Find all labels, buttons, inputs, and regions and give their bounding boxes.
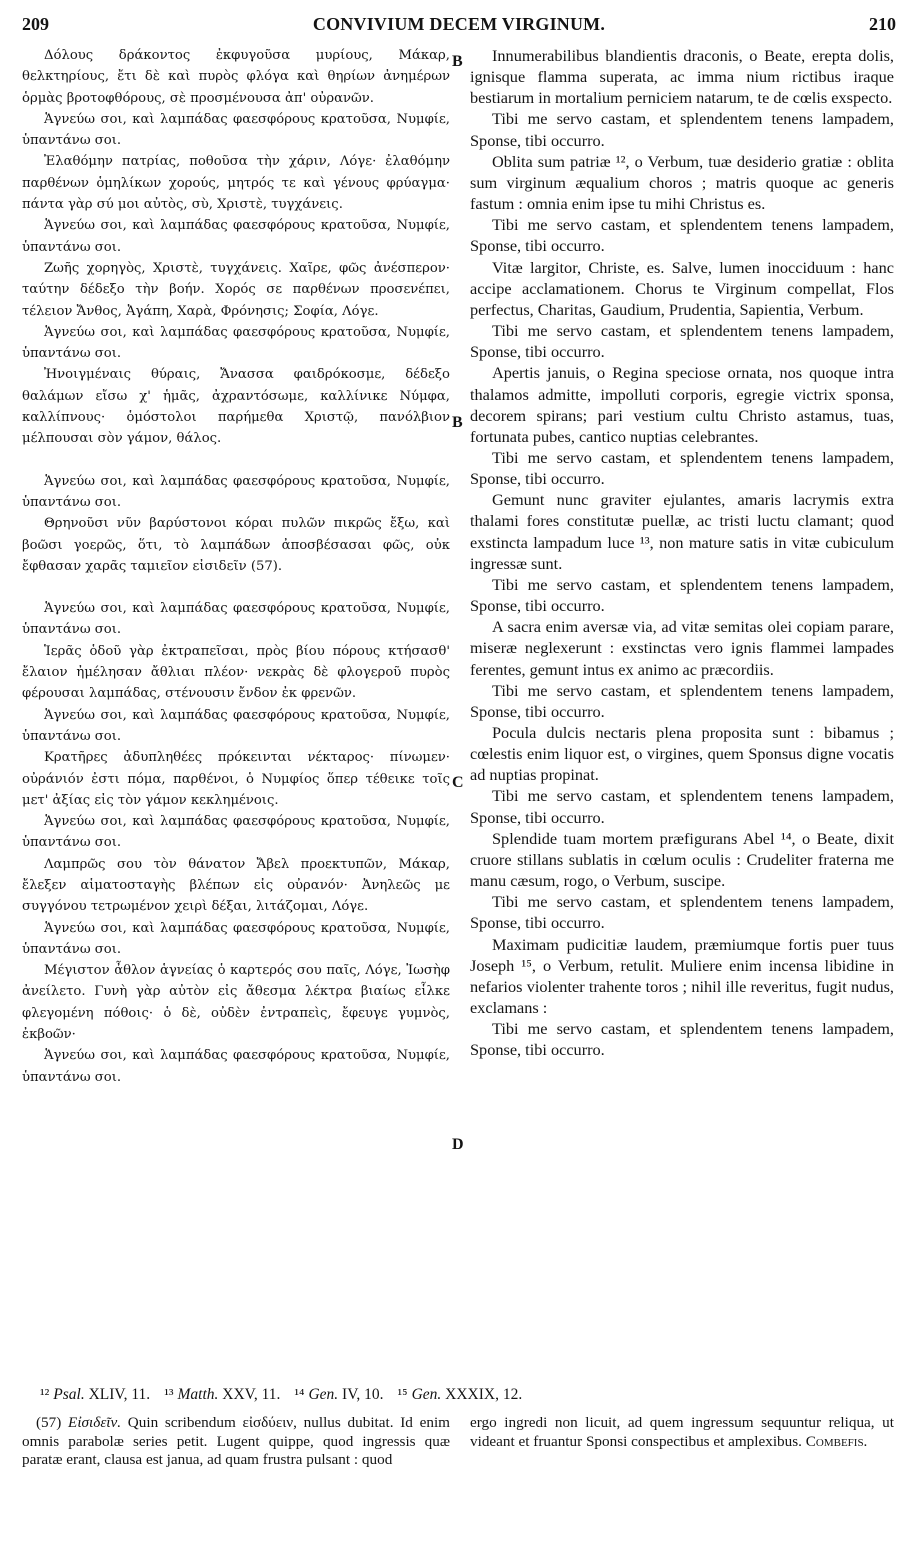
latin-paragraph: Tibi me servo castam, et splendentem tenens lampadem, Sponse, tibi occurro. [470,892,894,933]
spacer [22,450,450,471]
greek-paragraph: Ἁγνεύω σοι, καὶ λαμπάδας φαεσφόρους κρατοῦσα, Νυμφίε, ὑπαντάνω σοι. [22,601,450,638]
greek-paragraph: Ἁγνεύω σοι, καὶ λαμπάδας φαεσφόρους κρατοῦσα, Νυμφίε, ὑπαντάνω σοι. [22,218,450,255]
latin-paragraph: Oblita sum patriæ ¹², o Verbum, tuæ desiderio gratiæ : oblita sum virginum æqualium choros ; matris quoque ac generis fastum : omnia enim ipse tu mihi Christus es. [470,151,894,214]
latin-paragraph: Splendide tuam mortem præfigurans Abel ¹⁴, o Beate, dixit cruore stillans sublatis in cœlum oculis : Crudeliter fraterna me manu cæsum, rogo, o Verbum, suscipe. [470,828,894,891]
latin-column [470,45,894,1061]
footnote-ref: ¹³ Matth. XXV, 11. [164,1386,281,1403]
latin-paragraph: Tibi me servo castam, et splendentem tenens lampadem, Sponse, tibi occurro. [470,447,894,489]
footnote-57-right: ergo ingredi non licuit, ad quem ingressum sequuntur reliqua, ut videant et fruantur Sponsi conspectibus et amplexibus. Combefis. [470,1414,894,1450]
latin-paragraph: Maximam pudicitiæ laudem, præmiumque fortis puer tuus Joseph ¹⁵, o Verbum, retulit. Muliere enim incensa libidine in nefarios violenter trahente toros ; nihil ille reveritus, fugit nudus, exclamans : [470,934,894,1018]
latin-paragraph: Gemunt nunc graviter ejulantes, amaris lacrymis extra thalami fores constitutæ puellæ, ac tristi luctu clamant; quod exstincta lampadum luce ¹³, non mature satis in vitæ cubiculum ingressæ sunt. [470,490,894,573]
greek-paragraph: Ἁγνεύω σοι, καὶ λαμπάδας φαεσφόρους κρατοῦσα, Νυμφίε, ὑπαντάνω σοι. [22,920,450,957]
latin-paragraph: Innumerabilibus blandientis draconis, o Beate, erepta dolis, ignisque flamma superata, ac imma nium rictibus iraque bestiarum in mortalium perniciem natarum, te de cœlis exspecto. [470,46,894,108]
latin-paragraph: Tibi me servo castam, et splendentem tenens lampadem, Sponse, tibi occurro. [470,786,894,827]
greek-paragraph: Ἱερᾶς ὁδοῦ γὰρ ἐκτραπεῖσαι, πρὸς βίου πόρους κτήσασθ' ἔλαιον ἠμέλησαν ἄθλιαι πλέον· νεκρὰς δὲ φλογεροῦ πυρὸς φέρουσαι λαμπάδας, στένουσιν ἔνδον ἐκ φρενῶν. [22,643,450,702]
latin-paragraph: Tibi me servo castam, et splendentem tenens lampadem, Sponse, tibi occurro. [470,1019,894,1060]
greek-paragraph: Λαμπρῶς σου τὸν θάνατον Ἄβελ προεκτυπῶν, Μάκαρ, ἔλεξεν αἱματοσταγὴς βλέπων εἰς οὐρανόν· Ἀνηλεῶς με συγγόνου τετρωμένον χειρὶ δέξαι, λιτάζομαι, Λόγε. [22,856,450,915]
greek-paragraph: Θρηνοῦσι νῦν βαρύστονοι κόραι πυλῶν πικρῶς ἔξω, καὶ βοῶσι γοερῶς, ὅτι, τὸ λαμπάδων ἀποσβέσασαι φῶς, οὐκ ἔφθασαν χαρᾶς ταμιεῖον εἰσιδεῖν (57). [22,516,450,574]
running-header [22,14,896,42]
greek-paragraph: Ἁγνεύω σοι, καὶ λαμπάδας φαεσφόρους κρατοῦσα, Νυμφίε, ὑπαντάνω σοι. [22,473,450,510]
footnote-57-left: (57) Εἰσιδεῖν. Quin scribendum εἰσδύειν, nullus dubitat. Id enim omnis parabolæ series petit. Lugent quippe, quod ingressis quæ paratæ erant, clausa est janua, ad quam frustra pulsant : quod [22,1414,450,1469]
greek-paragraph: Δόλους δράκοντος ἐκφυγοῦσα μυρίους, Μάκαρ, θελκτηρίους, ἔτι δὲ καὶ πυρὸς φλόγα καὶ θηρίων ἀνημέρων ὁρμὰς βροτοφθόρους, σὲ προσμένουσα ἀπ' οὐρανῶν. [22,48,450,106]
spacer [22,577,450,598]
margin-marker-b: B [452,414,463,431]
greek-paragraph: Ἁγνεύω σοι, καὶ λαμπάδας φαεσφόρους κρατοῦσα, Νυμφίε, ὑπαντάνω σοι. [22,324,450,362]
footnote-ref: ¹⁴ Gen. IV, 10. [294,1386,384,1403]
latin-paragraph: Tibi me servo castam, et splendentem tenens lampadem, Sponse, tibi occurro. [470,109,894,150]
greek-paragraph: Ἁγνεύω σοι, καὶ λαμπάδας φαεσφόρους κρατοῦσα, Νυμφίε, ὑπαντάνω σοι. [22,1048,450,1085]
footnote-ref: ¹² Psal. XLIV, 11. [40,1386,151,1403]
greek-paragraph: Κρατῆρες ἀδυπληθέες πρόκεινται νέκταρος· πίνωμεν· οὐράνιόν ἐστι πόμα, παρθένοι, ὁ Νυμφίος ὅπερ τέθεικε τοῖς μετ' ἀξίας εἰς τὸν γάμον κεκλημένοις. [22,750,450,808]
latin-paragraph: Tibi me servo castam, et splendentem tenens lampadem, Sponse, tibi occurro. [470,680,894,721]
greek-column [22,45,450,1088]
latin-paragraph: Vitæ largitor, Christe, es. Salve, lumen inocciduum : hanc accipe acclamationem. Chorus te Virginum compellat, Flos perfectus, Charitas, Gaudium, Prudentia, Sapientia, Verbum. [470,257,894,319]
greek-paragraph: Ἁγνεύω σοι, καὶ λαμπάδας φαεσφόρους κρατοῦσα, Νυμφίε, ὑπαντάνω σοι. [22,707,450,744]
margin-marker-d: D [452,1136,464,1153]
page-number-right: 210 [869,14,896,34]
greek-paragraph: Μέγιστον ἆθλον ἁγνείας ὁ καρτερός σου παῖς, Λόγε, Ἰωσὴφ ἀνείλετο. Γυνὴ γὰρ αὐτὸν εἰς ἄθεσμα λέκτρα βιαίως εἷλκε φλεγομένη πόθοις· ὁ δὲ, οὐδὲν ἐντραπεὶς, ἔφευγε γυμνὸς, ἐκβοῶν· [22,963,450,1043]
latin-paragraph: Tibi me servo castam, et splendentem tenens lampadem, Sponse, tibi occurro. [470,321,894,362]
greek-paragraph: Ζωῆς χορηγὸς, Χριστὲ, τυγχάνεις. Χαῖρε, φῶς ἀνέσπερον· ταύτην δέδεξο τὴν βοήν. Χορός σε παρθένων προσενέπει, τέλειον Ἄνθος, Ἀγάπη, Χαρὰ, Φρόνησις; Σοφία, Λόγε. [22,260,450,319]
greek-paragraph: Ἠνοιγμέναις θύραις, Ἄνασσα φαιδρόκοσμε, δέδεξο θαλάμων εἴσω χ' ἡμᾶς, ἀχραντόσωμε, καλλίνικε Νύμφα, καλλίπνους· ὁμόστολοι παρήμεθα Χριστῷ, πανόλβιον μέλπουσαι σὸν γάμον, θάλος. [22,367,450,447]
latin-paragraph: Tibi me servo castam, et splendentem tenens lampadem, Sponse, tibi occurro. [470,215,894,256]
greek-paragraph: Ἁγνεύω σοι, καὶ λαμπάδας φαεσφόρους κρατοῦσα, Νυμφίε, ὑπαντάνω σοι. [22,111,450,149]
latin-paragraph: A sacra enim aversæ via, ad vitæ semitas olei copiam parare, miseræ neglexerunt : exstinctas vero ignis flammei lampades ferentes, gemunt intus ex animo ac præcordiis. [470,617,894,679]
latin-paragraph: Pocula dulcis nectaris plena proposita sunt : bibamus ; cœlestis enim liquor est, o virgines, quem Sponsus digne vocatis ad nuptias propinat. [470,723,894,785]
greek-paragraph: Ἁγνεύω σοι, καὶ λαμπάδας φαεσφόρους κρατοῦσα, Νυμφίε, ὑπαντάνω σοι. [22,814,450,851]
margin-marker-c: C [452,774,464,791]
margin-marker-b: B [452,53,463,70]
running-title: CONVIVIUM DECEM VIRGINUM. [312,14,606,34]
footnote-references [40,1386,536,1404]
note-author: Combefis. [805,1432,868,1450]
latin-paragraph: Apertis januis, o Regina speciose ornata, nos quoque intra thalamos admitte, impolluti corporis, egregie victrix sponsa, decorem spirans; pari vestium cultu Christo astamus, tuas, fortunata pubes, cantico nuptias celebrantes. [470,363,894,446]
latin-paragraph: Tibi me servo castam, et splendentem tenens lampadem, Sponse, tibi occurro. [470,574,894,616]
page-number-left: 209 [22,14,49,34]
footnote-ref: ¹⁵ Gen. XXXIX, 12. [397,1386,523,1403]
greek-paragraph: Ἐλαθόμην πατρίας, ποθοῦσα τὴν χάριν, Λόγε· ἐλαθόμην παρθένων ὁμηλίκων χορούς, μητρός τε καὶ γένους φρύαγμα· πάντα γὰρ σύ μοι αὐτὸς, σὺ, Χριστὲ, τυγχάνεις. [22,154,450,213]
